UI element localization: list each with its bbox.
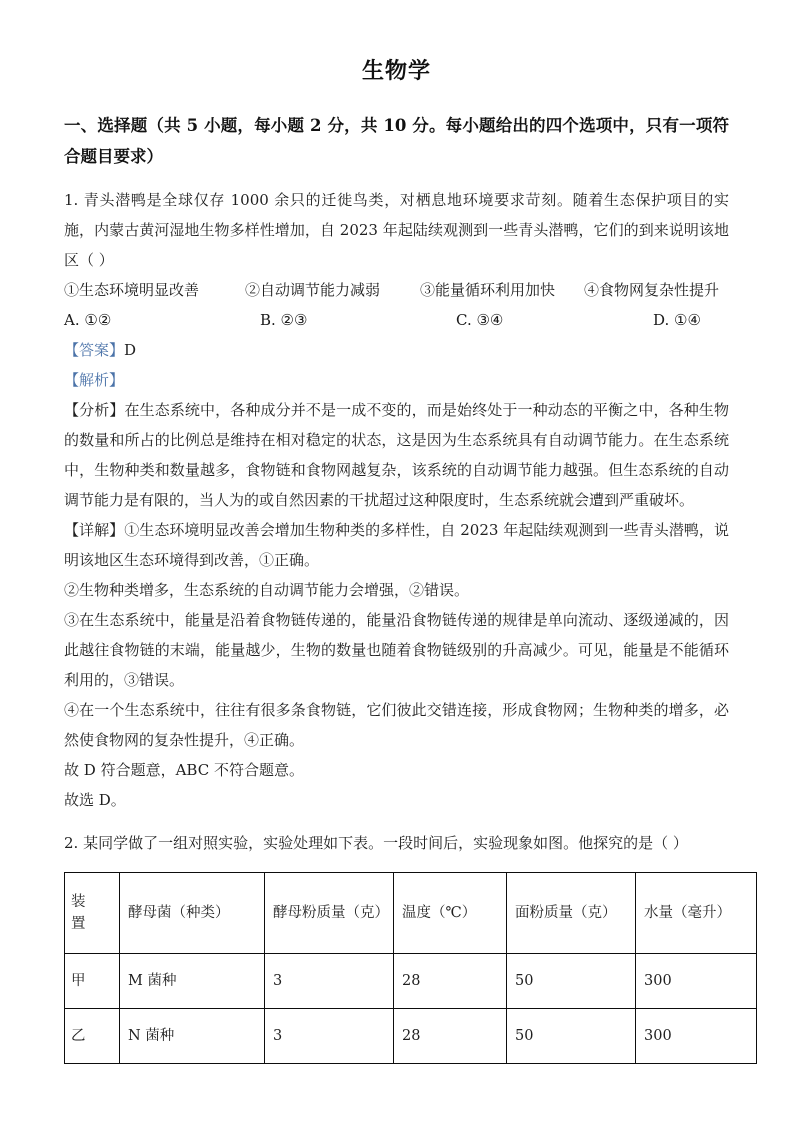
- table-row: [65, 954, 757, 1009]
- analysis-line: [64, 365, 729, 395]
- answer-value: D: [124, 341, 137, 359]
- choice-a[interactable]: A. ①②: [64, 311, 112, 329]
- table-header-row: [65, 873, 757, 954]
- question-1-choices: [64, 305, 729, 335]
- table-cell-device: 甲: [65, 954, 120, 1009]
- table-header-water-volume: 水量（毫升）: [636, 873, 757, 954]
- table-header-yeast-type: 酵母菌（种类）: [120, 873, 265, 954]
- table-cell-flour-mass: 50: [507, 1009, 636, 1064]
- sub-option-2: ②自动调节能力减弱: [245, 281, 381, 299]
- sub-option-3: ③能量循环利用加快: [420, 281, 556, 299]
- analysis-label: 【解析】: [64, 371, 125, 389]
- section-heading: 一、选择题（共 5 小题，每小题 2 分，共 10 分。每小题给出的四个选项中，只有一项符合题目要求）: [64, 116, 729, 166]
- xiangjie-point-3: ③在生态系统中，能量是沿着食物链传递的，能量沿食物链传递的规律是单向流动、逐级递减的，因此越往食物链的末端，能量越少，生物的数量也随着食物链级别的升高减少。可见，能量是不能循环利用的，③错误。: [64, 611, 729, 689]
- answer-line: [64, 335, 729, 365]
- page-title: 生物学: [361, 58, 431, 84]
- table-header-device: 装置: [65, 873, 120, 954]
- table-cell-water-volume: 300: [636, 954, 757, 1009]
- sub-option-1: ①生态环境明显改善: [64, 281, 200, 299]
- table-cell-temperature: 28: [394, 1009, 507, 1064]
- table-header-flour-mass: 面粉质量（克）: [507, 873, 636, 954]
- table-row: [65, 1009, 757, 1064]
- xiangjie-point-4: ④在一个生态系统中，往往有很多条食物链，它们彼此交错连接，形成食物网；生物种类的增多，必然使食物网的复杂性提升，④正确。: [64, 701, 729, 749]
- fenxi-label: 【分析】: [64, 401, 125, 419]
- conclusion-line-2: 故选 D。: [64, 791, 126, 809]
- table-cell-flour-mass: 50: [507, 954, 636, 1009]
- table-cell-device: 乙: [65, 1009, 120, 1064]
- choice-b[interactable]: B. ②③: [260, 311, 308, 329]
- question-2-stem: 2. 某同学做了一组对照实验，实验处理如下表。一段时间后，实验现象如图。他探究的是（ ）: [64, 834, 688, 852]
- fenxi-text: 在生态系统中，各种成分并不是一成不变的，而是始终处于一种动态的平衡之中，各种生物的数量和所占的比例总是维持在相对稳定的状态，这是因为生态系统具有自动调节能力。在生态系统中，生物种类和数量越多，食物链和食物网越复杂，该系统的自动调节能力越强。但生态系统的自动调节能力是有限的，当人为的或自然因素的干扰超过这种限度时，生态系统就会遭到严重破坏。: [64, 401, 729, 509]
- question-1-stem: 1. 青头潜鸭是全球仅存 1000 余只的迁徙鸟类，对栖息地环境要求苛刻。随着生态保护项目的实施，内蒙古黄河湿地生物多样性增加，自 2023 年起陆续观测到一些青头潜鸭，它们的到来说明该地区（ ）: [64, 191, 729, 269]
- xiangjie-point-1: [64, 515, 729, 575]
- table-header-yeast-mass: 酵母粉质量（克）: [265, 873, 394, 954]
- choice-d[interactable]: D. ①④: [653, 311, 701, 329]
- table-cell-yeast-type: M 菌种: [120, 954, 265, 1009]
- table-cell-yeast-type: N 菌种: [120, 1009, 265, 1064]
- table-cell-yeast-mass: 3: [265, 954, 394, 1009]
- table-cell-yeast-mass: 3: [265, 1009, 394, 1064]
- table-cell-water-volume: 300: [636, 1009, 757, 1064]
- xiangjie-point-1-text: ①生态环境明显改善会增加生物种类的多样性，自 2023 年起陆续观测到一些青头潜鸭，说明该地区生态环境得到改善，①正确。: [64, 521, 729, 569]
- answer-label: 【答案】: [64, 341, 125, 359]
- fenxi-paragraph: [64, 395, 729, 515]
- choice-c[interactable]: C. ③④: [456, 311, 504, 329]
- experiment-table: [64, 872, 757, 1064]
- xiangjie-label: 【详解】: [64, 521, 125, 539]
- conclusion-line-1: 故 D 符合题意，ABC 不符合题意。: [64, 761, 304, 779]
- table-cell-temperature: 28: [394, 954, 507, 1009]
- table-header-temperature: 温度（℃）: [394, 873, 507, 954]
- page-content: [64, 0, 729, 1064]
- sub-option-4: ④食物网复杂性提升: [584, 281, 720, 299]
- xiangjie-point-2: ②生物种类增多，生态系统的自动调节能力会增强，②错误。: [64, 581, 470, 599]
- question-1-sub-options: [64, 275, 729, 305]
